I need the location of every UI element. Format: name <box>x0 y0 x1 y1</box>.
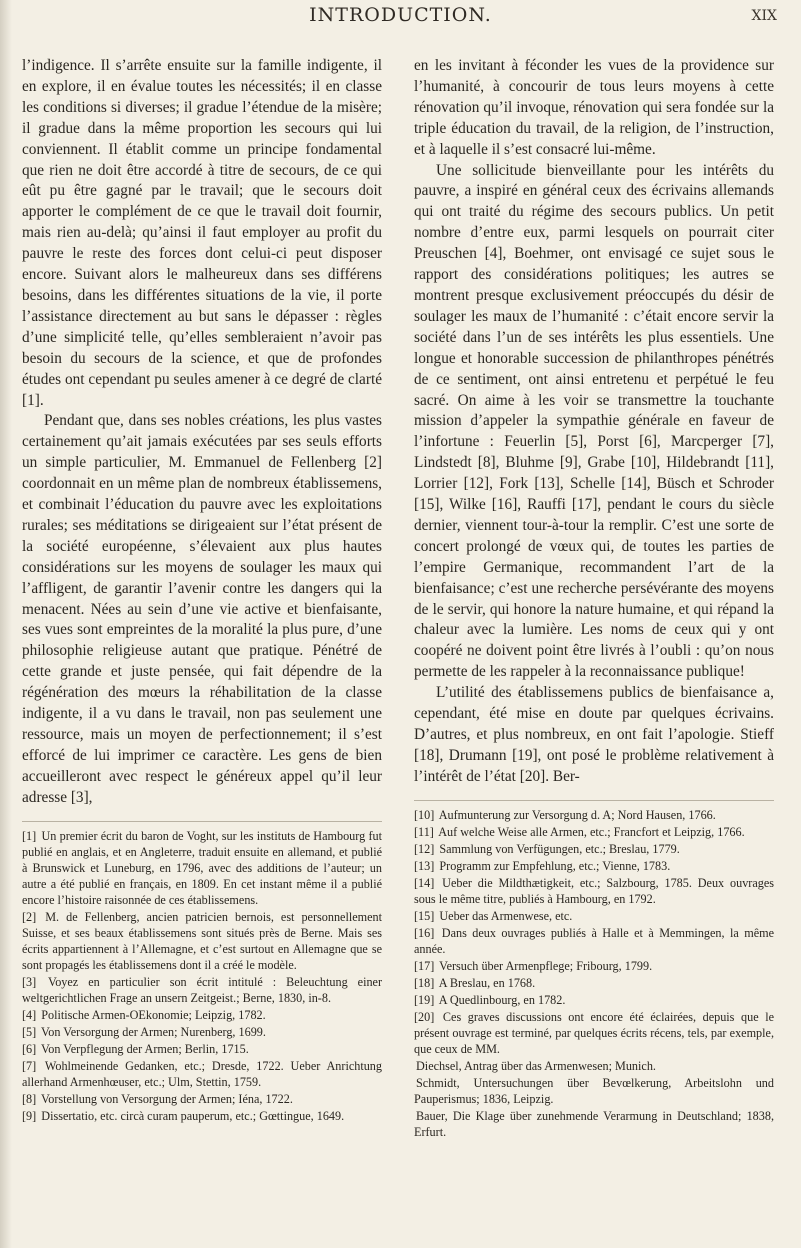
footnote <box>414 1009 774 1057</box>
footnote <box>22 1058 382 1090</box>
footnote-marker: [4] <box>22 1007 37 1022</box>
footnote <box>414 1058 774 1074</box>
footnote <box>414 807 774 823</box>
body-paragraph: en les invitant à féconder les vues de la providence sur l’humanité, à concourir de tous leurs moyens à cette rénovation qu’il invoque, rénovation qui sera fondée sur la triple éducation du travail, de la religion, de l’instruction, et à laquelle il s’est consacré lui-même. <box>414 57 774 158</box>
page-edge-shadow <box>0 0 12 1248</box>
footnote-marker: [12] <box>414 841 435 856</box>
footnote-text: Ces graves discussions ont encore été éclairées, depuis que le présent ouvrage est terminé, par quelques écrits récens, tels, par exemple, que ceux de MM. <box>414 1009 774 1056</box>
footnote <box>414 958 774 974</box>
footnote <box>22 1041 382 1057</box>
left-column <box>22 56 382 1125</box>
footnote <box>22 828 382 908</box>
body-paragraph: L’utilité des établissemens publics de bienfaisance a, cependant, été mise en doute par quelques écrivains. D’autres, et plus nombreux, en ont fait l’apologie. Stieff [18], Drumann [19], ont posé le problème relativement à l’intérêt de l’état [20]. Ber- <box>414 684 774 785</box>
footnote <box>414 1075 774 1107</box>
running-title: INTRODUCTION. <box>309 4 492 26</box>
footnote-text: Diechsel, Antrag über das Armenwesen; Munich. <box>416 1058 656 1073</box>
footnote-marker: [17] <box>414 958 435 973</box>
footnote-marker: [2] <box>22 909 37 924</box>
right-body-text <box>414 56 774 788</box>
footnote-text: Programm zur Empfehlung, etc.; Vienne, 1783. <box>439 858 671 873</box>
footnote <box>414 824 774 840</box>
footnote-marker: [9] <box>22 1108 37 1123</box>
footnote <box>414 1108 774 1140</box>
footnote-text: Aufmunterung zur Versorgung d. A; Nord Hausen, 1766. <box>438 807 716 822</box>
right-column <box>414 56 774 1141</box>
footnote-text: Ueber das Armenwese, etc. <box>439 908 573 923</box>
footnote-text: Ueber die Mildthætigkeit, etc.; Salzbourg, 1785. Deux ouvrages sous le même titre, publiés à Hambourg, en 1792. <box>414 875 775 906</box>
footnote-marker: [18] <box>414 975 435 990</box>
footnote-text: A Breslau, en 1768. <box>438 975 536 990</box>
footnote-text: Schmidt, Untersuchungen über Bevœlkerung, Arbeitslohn und Pauperismus; 1836, Leipzig. <box>414 1075 774 1106</box>
footnote-text: Sammlung von Verfügungen, etc.; Breslau, 1779. <box>439 841 680 856</box>
footnote-marker: [6] <box>22 1041 37 1056</box>
footnote-marker: [3] <box>22 974 37 989</box>
footnote-separator <box>414 800 774 801</box>
footnote <box>414 858 774 874</box>
page-number: XIX <box>751 8 777 24</box>
footnote <box>22 1108 382 1124</box>
footnote <box>414 925 774 957</box>
footnote-text: Dissertatio, etc. circà curam pauperum, etc.; Gœttingue, 1649. <box>41 1108 345 1123</box>
footnote <box>22 1007 382 1023</box>
footnote-text: Versuch über Armenpflege; Fribourg, 1799. <box>439 958 653 973</box>
footnote-marker: [11] <box>414 824 434 839</box>
body-paragraph: l’indigence. Il s’arrête ensuite sur la famille indigente, il en explore, il en évalue toutes les nécessités; il en classe les conditions si diverses; il gradue l’étendue de la misère; il gradue dans la même proportion les secours qui lui conviennent. Il établit comme un principe fondamental que rien ne doit être accordé à titre de secours, de ce qui eût pu être gagné par le travail; que le secours doit apporter le complément de ce que le travail doit fournir, mais rien au-delà; qu’ainsi il faut employer au profit du pauvre le reste des forces dont celui-ci peut disposer encore. Suivant alors le malheureux dans ses différens besoins, dans les différentes situations de la vie, il porte l’assistance directement au but sans le dépasser : règles d’une simplicité telle, qu’elles sembleraient n’avoir pas besoin du secours de la science, et que de profondes études ont cependant pu seules amener à ce degré de clarté [1]. <box>22 57 382 409</box>
footnote-marker: [19] <box>414 992 435 1007</box>
footnote-text: Vorstellung von Versorgung der Armen; Iéna, 1722. <box>41 1091 293 1106</box>
right-footnotes <box>414 807 774 1140</box>
page-header <box>0 0 801 46</box>
footnote <box>22 909 382 973</box>
footnote-marker: [1] <box>22 828 37 843</box>
footnote-text: Voyez en particulier son écrit intitulé : Beleuchtung einer weltgerichtlichen Frage an unsern Zeitgeist.; Berne, 1830, in-8. <box>22 974 383 1005</box>
footnote-marker: [20] <box>414 1009 435 1024</box>
footnote-marker: [15] <box>414 908 435 923</box>
footnote-marker: [5] <box>22 1024 37 1039</box>
footnote <box>22 974 382 1006</box>
footnote-text: Auf welche Weise alle Armen, etc.; Francfort et Leipzig, 1766. <box>438 824 745 839</box>
footnote <box>414 841 774 857</box>
footnote <box>414 992 774 1008</box>
body-paragraph: Pendant que, dans ses nobles créations, les plus vastes certainement qu’ait jamais exécutées par ses seuls efforts un simple particulier, M. Emmanuel de Fellenberg [2] coordonnait en un même plan de nombreux établissemens, et combinait l’éducation du pauvre avec les exploitations rurales; ses méditations se dirigeaient sur l’état présent de la société européenne, s’élevaient aux plus hautes considérations sur les moyens de soulager les maux qui l’affligent, de garantir l’avenir contre les dangers qui la menacent. Nées au sein d’une vie active et bienfaisante, ses vues sont empreintes de la moralité la plus pure, d’une philosophie religieuse autant que pratique. Pénétré de cette grande et juste pensée, qui fait dépendre de la régénération des mœurs la réhabilitation de la classe indigente, il a vu dans le travail, non pas seulement une ressource, mais un moyen de perfectionnement; il s’est efforcé de lui imprimer ce caractère. Les gens de bien accueilleront avec respect le généreux appel qu’il leur adresse [3], <box>22 412 382 806</box>
footnote-text: Wohlmeinende Gedanken, etc.; Dresde, 1722. Ueber Anrichtung allerhand Armenhœuser, etc.; Ulm, Stettin, 1759. <box>22 1058 382 1089</box>
footnote-marker: [14] <box>414 875 435 890</box>
footnote-text: Un premier écrit du baron de Voght, sur les instituts de Hambourg fut publié en anglais, et en Angleterre, traduit ensuite en allemand, et publié à Brunswick et Luneburg, en 1796, avec des additions de l’auteur; un autre a été publié en français, en 1809. En cet instant même il a publié encore l’histoire raisonnée de ces établissemens. <box>22 828 382 907</box>
footnote-marker: [13] <box>414 858 435 873</box>
footnote-separator <box>22 821 382 822</box>
footnote-marker: [7] <box>22 1058 37 1073</box>
footnote-text: Bauer, Die Klage über zunehmende Verarmung in Deutschland; 1838, Erfurt. <box>414 1108 774 1139</box>
footnote <box>414 875 774 907</box>
footnote-marker: [16] <box>414 925 435 940</box>
footnote-text: Politische Armen-OEkonomie; Leipzig, 1782. <box>41 1007 266 1022</box>
footnote <box>22 1024 382 1040</box>
footnote-text: Dans deux ouvrages publiés à Halle et à Memmingen, la même année. <box>414 925 775 956</box>
footnote-marker: [8] <box>22 1091 37 1106</box>
footnote <box>414 975 774 991</box>
footnote-text: M. de Fellenberg, ancien patricien bernois, est personnellement Suisse, et ses beaux établissemens sont situés près de Berne. Mais ses écrits appartiennent à l’Allemagne, et c’est surtout en Allemagne que se sont propagés les établissemens dont il a créé le modèle. <box>22 909 382 972</box>
footnote-text: Von Versorgung der Armen; Nurenberg, 1699. <box>41 1024 266 1039</box>
footnote-marker: [10] <box>414 807 435 822</box>
left-body-text <box>22 56 382 809</box>
footnote-text: A Quedlinbourg, en 1782. <box>438 992 566 1007</box>
footnote <box>414 908 774 924</box>
footnote-text: Von Verpflegung der Armen; Berlin, 1715. <box>41 1041 249 1056</box>
body-paragraph: Une sollicitude bienveillante pour les intérêts du pauvre, a inspiré en général ceux des écrivains allemands qui ont traité du régime des secours publics. Un petit nombre d’entre eux, parmi lesquels on pourrait citer Preuschen [4], Boehmer, ont envisagé ce sujet sous le rapport des considérations politiques; les autres se montrent presque exclusivement préoccupés du désir de soulager les maux de l’humanité : c’était encore servir la société dans l’un de ses intérêts les plus essentiels. Une longue et honorable succession de philanthropes pénétrés de ce sentiment, ont ainsi entretenu et perpétué le feu sacré. On aime à les voir se transmettre la touchante mission d’appeler la sympathie générale en faveur de l’infortune : Feuerlin [5], Porst [6], Marcperger [7], Lindstedt [8], Bluhme [9], Grabe [10], Hildebrandt [11], Lorrier [12], Fork [13], Schelle [14], Büsch et Schroder [15], Wilke [16], Rauffi [17], pendant le cours du siècle dernier, viennent tour-à-tour la remplir. C’est une sorte de concert prolongé de vœux qui, de toutes les parties de l’empire Germanique, recommandent l’art de la bienfaisance; c’est une recherche persévérante des moyens de le servir, qui honore la nature humaine, et qui répand la chaleur avec la lumière. Les noms de ceux qui y ont coopéré ne doivent point être livrés à l’oubli : qu’on nous permette de les rappeler à la reconnaissance publique! <box>414 161 774 681</box>
footnote <box>22 1091 382 1107</box>
left-footnotes <box>22 828 382 1124</box>
